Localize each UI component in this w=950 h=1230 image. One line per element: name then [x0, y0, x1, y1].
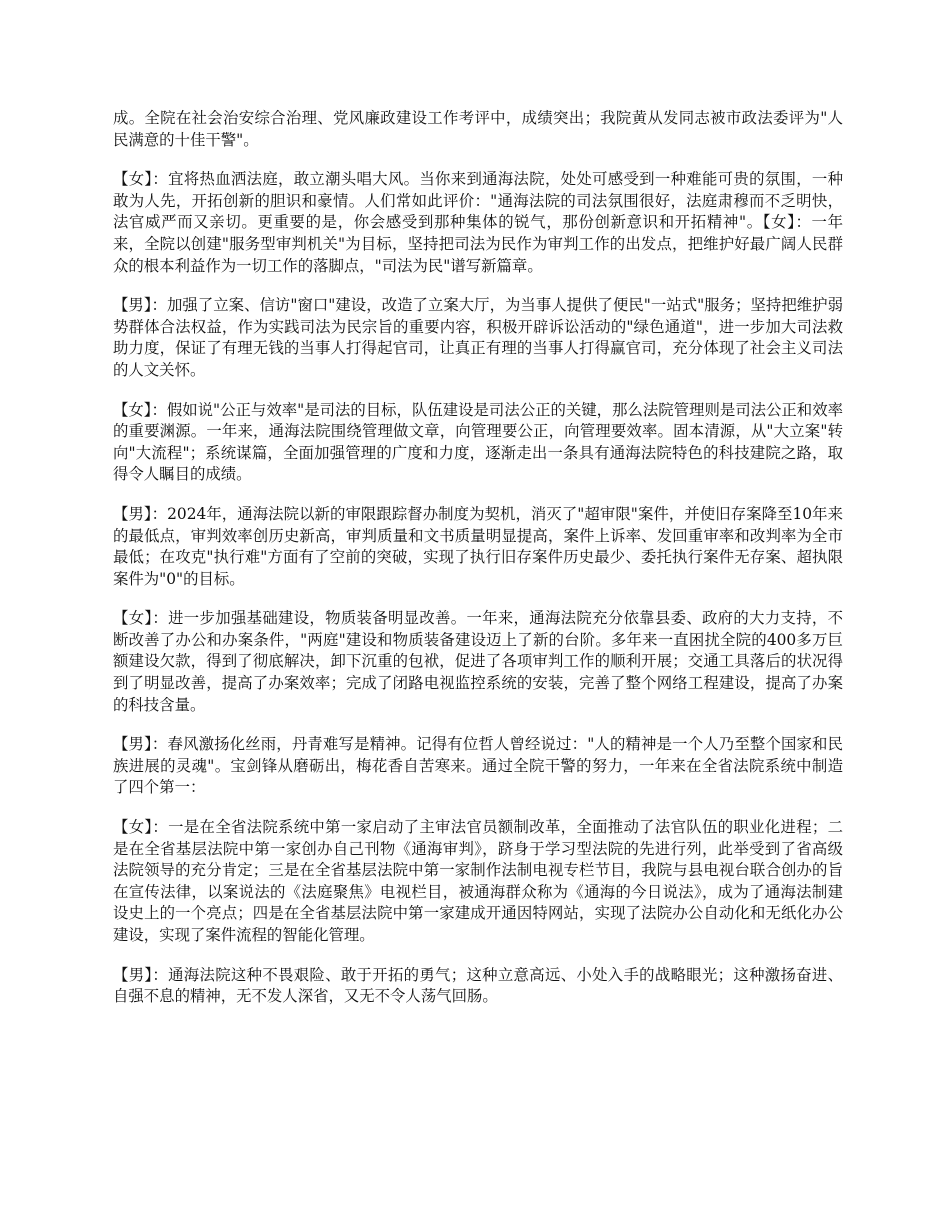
paragraph-3: 【男】：加强了立案、信访"窗口"建设，改造了立案大厅，为当事人提供了便民"一站式"服务；坚持把维护弱势群体合法权益，作为实践司法为民宗旨的重要内容，积极开辟诉讼活动的"绿色通道"，进一步加大司法救助力度，保证了有理无钱的当事人打得起官司，让真正有理的当事人打得赢官司，充分体现了社会主义司法的人文关怀。 [113, 296, 843, 379]
paragraph-8: 【女】：一是在全省法院系统中第一家启动了主审法官员额制改革，全面推动了法官队伍的职业化进程；二是在全省基层法院中第一家创办自己刊物《通海审判》，跻身于学习型法院的先进行列，此举受到了省高级法院领导的充分肯定；三是在全省基层法院中第一家制作法制电视专栏节目，我院与县电视台联合创办的旨在宣传法律，以案说法的《法庭聚焦》电视栏目，被通海群众称为《通海的今日说法》，成为了通海法制建设史上的一个亮点；四是在全省基层法院中第一家建成开通因特网站，实现了法院办公自动化和无纸化办公建设，实现了案件流程的智能化管理。 [113, 818, 843, 944]
paragraph-2: 【女】：宜将热血洒法庭，敢立潮头唱大风。当你来到通海法院，处处可感受到一种难能可贵的氛围，一种敢为人先，开拓创新的胆识和豪情。人们常如此评价："通海法院的司法氛围很好，法庭肃穆而不乏明快，法官威严而又亲切。更重要的是，你会感受到那种集体的锐气，那份创新意识和开拓精神"。【女】：一年来，全院以创建"服务型审判机关"为目标，坚持把司法为民作为审判工作的出发点，把维护好最广阔人民群众的根本利益作为一切工作的落脚点，"司法为民"谱写新篇章。 [113, 170, 843, 275]
paragraph-7: 【男】：春风激扬化丝雨，丹青难写是精神。记得有位哲人曾经说过："人的精神是一个人乃至整个国家和民族进展的灵魂"。宝剑锋从磨砺出，梅花香自苦寒来。通过全院干警的努力，一年来在全省法院系统中制造了四个第一： [113, 735, 843, 797]
paragraph-6: 【女】：进一步加强基础建设，物质装备明显改善。一年来，通海法院充分依靠县委、政府的大力支持，不断改善了办公和办案条件，"两庭"建设和物质装备建设迈上了新的台阶。多年来一直困扰全院的400多万巨额建设欠款，得到了彻底解决，卸下沉重的包袱，促进了各项审判工作的顺利开展；交通工具落后的状况得到了明显改善，提高了办案效率；完成了闭路电视监控系统的安装，完善了整个网络工程建设，提高了办案的科技含量。 [113, 609, 843, 714]
paragraph-5: 【男】：2024年，通海法院以新的审限跟踪督办制度为契机，消灭了"超审限"案件，并使旧存案降至10年来的最低点，审判效率创历史新高，审判质量和文书质量明显提高，案件上诉率、发回重审率和改判率为全市最低；在攻克"执行难"方面有了空前的突破，实现了执行旧存案件历史最少、委托执行案件无存案、超执限案件为"0"的目标。 [113, 504, 843, 588]
paragraph-9: 【男】：通海法院这种不畏艰险、敢于开拓的勇气；这种立意高远、小处入手的战略眼光；这种激扬奋进、自强不息的精神，无不发人深省，又无不令人荡气回肠。 [113, 965, 843, 1006]
document-body [113, 108, 843, 1026]
paragraph-1: 成。全院在社会治安综合治理、党风廉政建设工作考评中，成绩突出；我院黄从发同志被市政法委评为"人民满意的十佳干警"。 [113, 109, 843, 149]
paragraph-4: 【女】：假如说"公正与效率"是司法的目标，队伍建设是司法公正的关键，那么法院管理则是司法公正和效率的重要渊源。一年来，通海法院围绕管理做文章，向管理要公正，向管理要效率。固本清源，从"大立案"转向"大流程"；系统谋篇，全面加强管理的广度和力度，逐渐走出一条具有通海法院特色的科技建院之路，取得令人瞩目的成绩。 [113, 400, 843, 484]
